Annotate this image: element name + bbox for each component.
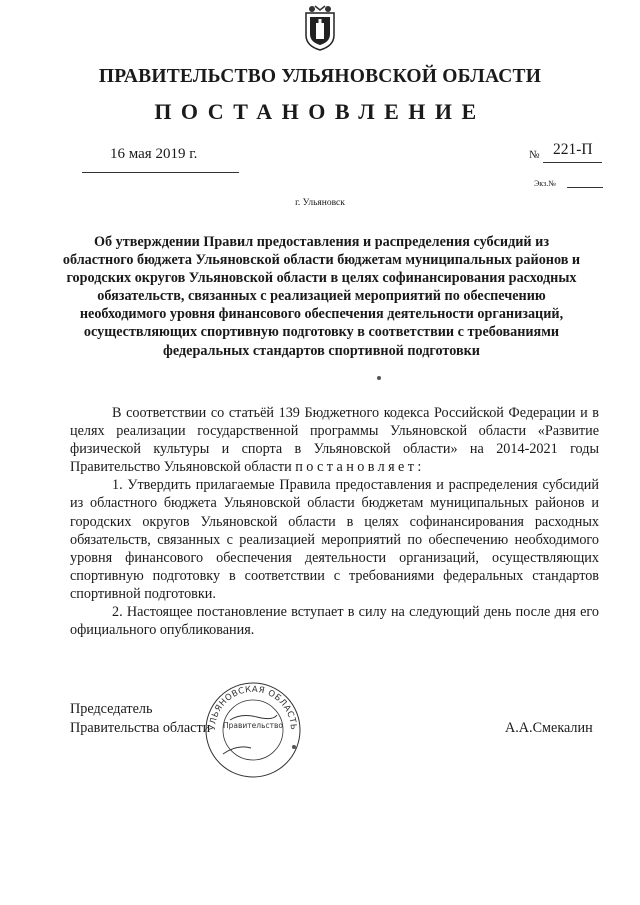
intro-paragraph [70,404,599,476]
document-type: ПОСТАНОВЛЕНИЕ [154,99,486,124]
coat-of-arms-icon [303,5,337,51]
item-1-paragraph: 1. Утвердить прилагаемые Правила предоставления и распределения субсидий из областного бюджета Ульяновской области бюджетам муниципальных районов и городских округов Ульяновской области в целях софинансирования расходных обязательств, связанных с реализацией мероприятий по обеспечению необходимого уровня финансового обеспечения деятельности организаций, осуществляющих спортивную подготовку в соответствии с требованиями федеральных стандартов спортивной подготовки. [70,477,599,602]
number-underline [543,162,602,163]
official-seal-icon [203,680,303,780]
date-underline [82,172,239,173]
copy-number-underline [567,187,603,188]
scan-speck [292,745,296,749]
number-sign: № [529,149,540,161]
seal-center-text: Правительство [223,721,283,730]
seal-outer-text: УЛЬЯНОВСКАЯ ОБЛАСТЬ [207,684,299,731]
scan-speck [377,376,381,380]
intro-text: В соответствии со статьёй 139 Бюджетного кодекса Российской Федерации и в целях реализации государственной программы Ульяновской области «Развитие физической культуры и спорта в Ульяновской области» на 2014-2021 годы Правительство Ульяновской области [70,405,599,476]
copy-number-label: Экз.№ [534,179,556,188]
document-body [70,404,599,639]
decree-word: постановляет: [295,459,425,476]
signer-name: А.А.Смекалин [505,720,593,736]
document-number: 221-П [553,141,593,158]
document-date: 16 мая 2019 г. [110,146,198,162]
signer-position [70,700,210,737]
signer-position-line1: Председатель [70,701,153,717]
city: г. Ульяновск [295,198,345,208]
signer-position-line2: Правительства области [70,719,211,736]
document-title: Об утверждении Правил предоставления и распределения субсидий из областного бюджета Ульяновской области бюджетам муниципальных районов и городских округов Ульяновской области в целях софинансирования расходных обязательств, связанных с реализацией мероприятий по обеспечению необходимого уровня финансового обеспечения деятельности организаций, осуществляющих спортивную подготовку в соответствии с требованиями федеральных стандартов спортивной подготовки [62,234,581,359]
item-2-paragraph: 2. Настоящее постановление вступает в силу на следующий день после дня его официального опубликования. [70,604,599,639]
organization-name: ПРАВИТЕЛЬСТВО УЛЬЯНОВСКОЙ ОБЛАСТИ [98,66,542,87]
